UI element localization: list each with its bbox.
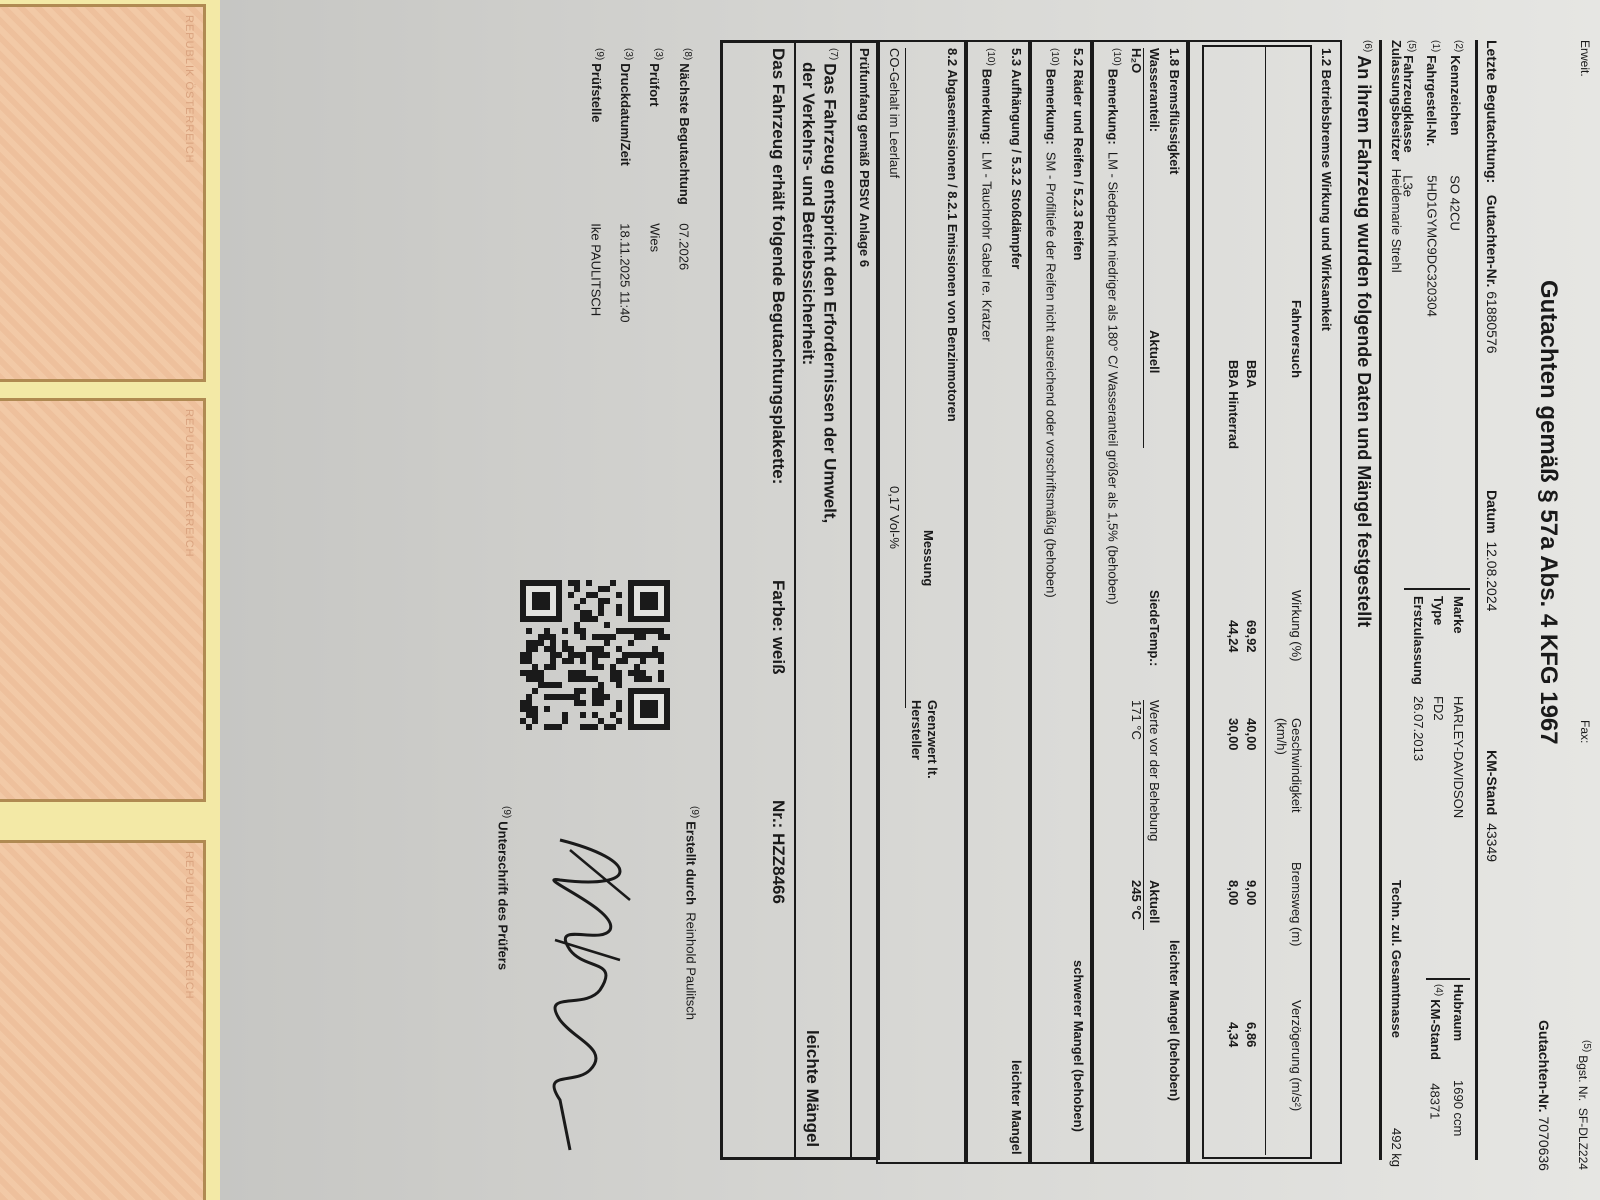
emission-section-title: 8.2 Abgasemissionen / 8.2.1 Emissionen von Benzinmotoren <box>945 48 960 422</box>
sticker-strip <box>0 0 220 1200</box>
verzoegerung-values <box>1224 1022 1260 1047</box>
emission-hersteller-label: Hersteller <box>909 700 924 760</box>
col-geschwindigkeit: Geschwindigkeit (km/h) <box>1274 718 1304 813</box>
fluid-werte-label: Werte vor der Behebung <box>1147 700 1162 842</box>
table-cell: 44,24 <box>1226 620 1241 653</box>
conclusion-text: $^{(7)}$Das Fahrzeug entspricht den Erfordernissen der Umwelt, der Verkehrs- und Betriebssicherheit: <box>799 48 840 524</box>
table-cell: 40,00 <box>1244 718 1259 751</box>
col-wirkung: Wirkung (%) <box>1289 590 1304 662</box>
fluid-siede-label: SiedeTemp.: <box>1147 590 1162 667</box>
last-inspection-date: Datum 12.08.2024 <box>1484 490 1500 612</box>
status-badge: schwerer Mangel (behoben) <box>1071 960 1086 1132</box>
fluid-aktuell-label: Aktuell <box>1147 330 1162 374</box>
underline <box>1143 700 1144 930</box>
plakette-farbe: Farbe: weiß <box>769 580 788 675</box>
emission-co-value: 0,17 Vol-% <box>887 486 902 549</box>
divider <box>794 43 796 1157</box>
col-bremsweg: Bremsweg (m) <box>1289 862 1304 947</box>
findings-heading: $^{(6)}$An ihrem Fahrzeug wurden folgende Daten und Mängel festgestellt <box>1354 40 1374 628</box>
last-inspection: Letzte Begutachtung: Gutachten-Nr. 61880576 <box>1484 40 1500 354</box>
page-title: Gutachten gemäß § 57a Abs. 4 KFG 1967 <box>1535 280 1562 745</box>
susp-remark: $^{(10)}$Bemerkung: LM - Tauchrohr Gabel re. Kratzer <box>979 48 996 342</box>
col-fahrversuch: Fahrversuch <box>1289 300 1304 379</box>
fluid-siede-value: 171 °C <box>1129 700 1144 740</box>
vehicle-middle: MarkeHARLEY-DAVIDSON TypeFD2 Erstzulassung26.07.2013 <box>1411 596 1466 819</box>
tyre-remark: $^{(10)}$Bemerkung: SM - Profiltiefe der Reifen nicht ausreichend oder vorschriftsmäßig (behoben) <box>1043 48 1060 598</box>
bremsweg-values <box>1224 880 1260 905</box>
header-fax: Fax: <box>1578 720 1592 744</box>
fluid-aktuell2-value: 245 °C <box>1129 880 1144 920</box>
table-row <box>1224 360 1260 449</box>
fluid-aktuell2-label: Aktuell <box>1147 880 1162 924</box>
plakette-nr: Nr.: HZZ8466 <box>769 800 788 904</box>
table-cell: 30,00 <box>1226 718 1241 751</box>
fluid-section-title: 1.8 Bremsflüssigkeit <box>1167 48 1182 175</box>
tyre-section-title: 5.2 Räder und Reifen / 5.2.3 Reifen <box>1071 48 1086 261</box>
table-cell: 6,86 <box>1244 1022 1259 1048</box>
susp-section-title: 5.3 Aufhängung / 5.3.2 Stoßdämpfer <box>1009 48 1024 270</box>
footer-left: $^{(8)}$Nächste Begutachtung07.2026 $^{(3)}$PrüfortWies $^{(3)}$Druckdatum/Zeit18.11.2025 11:40 $^{(9)}$PrüfstelleIke PAULITSCH <box>588 48 693 323</box>
plakette-label: Das Fahrzeug erhält folgende Begutachtungsplakette: <box>769 48 788 485</box>
fluid-remark: $^{(10)}$Bemerkung: LM - Siedepunkt niedriger als 180° C/ Wasseranteil größer als 1,5% (behoben) <box>1105 48 1122 605</box>
sticker: REPUBLIK ÖSTERREICH <box>0 840 206 1200</box>
vehicle-owner: Zulassungsbesitzer Heidemarie Strehl <box>1389 40 1404 273</box>
last-inspection-km: KM-Stand 43349 <box>1484 750 1500 863</box>
emission-messung-label: Messung <box>921 530 936 587</box>
vehicle-mass: Techn. zul. Gesamtmasse 492 kg <box>1389 880 1404 1168</box>
sticker: REPUBLIK ÖSTERREICH <box>0 4 206 382</box>
table-header-line <box>1265 45 1266 1155</box>
underline <box>905 48 906 708</box>
bgst-nr: $^{(5)}$Bgst. Nr. SF-DLZ224 <box>1576 1040 1592 1170</box>
footer-signature-label: $^{(9)}$Unterschrift des Prüfers <box>495 806 512 971</box>
qr-code <box>520 580 670 730</box>
table-cell: 8,00 <box>1226 880 1241 906</box>
col-verzoegerung: Verzögerung (m/s²) <box>1289 1000 1304 1112</box>
geschwindigkeit-values <box>1224 718 1260 751</box>
fluid-water-sub: H₂O <box>1129 48 1144 74</box>
scope-line: Prüfumfang gemäß PBStV Anlage 6 <box>857 48 872 268</box>
vehicle-divider <box>1404 588 1470 590</box>
divider <box>850 43 852 1157</box>
emission-co-label: CO-Gehalt im Leerlauf <box>887 48 902 179</box>
signature <box>510 820 680 1160</box>
row-name: BBA <box>1244 360 1259 389</box>
table-cell: 69,92 <box>1244 620 1259 653</box>
fluid-water-label: Wasseranteil: <box>1147 48 1162 133</box>
sticker: REPUBLIK ÖSTERREICH <box>0 398 206 802</box>
conclusion-result: leichte Mängel <box>803 1030 822 1148</box>
emission-grenz-label: Grenzwert lt. <box>925 700 940 779</box>
row-name: BBA Hinterrad <box>1226 360 1241 450</box>
vehicle-divider-2 <box>1426 978 1470 980</box>
vehicle-left: $^{(2)}$KennzeichenSO 42CU $^{(1)}$Fahrgestell-Nr.5HD1GYMC9DC320304 $^{(5)}$FahrzeugklasseL3e <box>1401 40 1464 317</box>
footer-creator: $^{(9)}$Erstellt durch Reinhold Paulitsch <box>683 806 700 1020</box>
header-top-left: Erweit. <box>1578 40 1592 77</box>
inspection-report-sheet <box>220 0 1600 1200</box>
wirkung-values <box>1224 620 1260 653</box>
vehicle-right: Hubraum1690 ccm $^{(4)}$KM-Stand48371 <box>1427 984 1466 1137</box>
table-cell: 4,34 <box>1226 1022 1241 1048</box>
brake-section-title: 1.2 Betriebsbremse Wirkung und Wirksamkeit <box>1319 48 1334 331</box>
divider <box>1475 40 1478 1160</box>
gutachten-number: Gutachten-Nr. 7070636 <box>1536 1020 1552 1171</box>
divider <box>1379 40 1382 1160</box>
status-badge: leichter Mangel (behoben) <box>1167 940 1182 1102</box>
status-badge: leichter Mangel <box>1009 1060 1024 1155</box>
table-cell: 9,00 <box>1244 880 1259 906</box>
underline <box>1143 48 1144 448</box>
